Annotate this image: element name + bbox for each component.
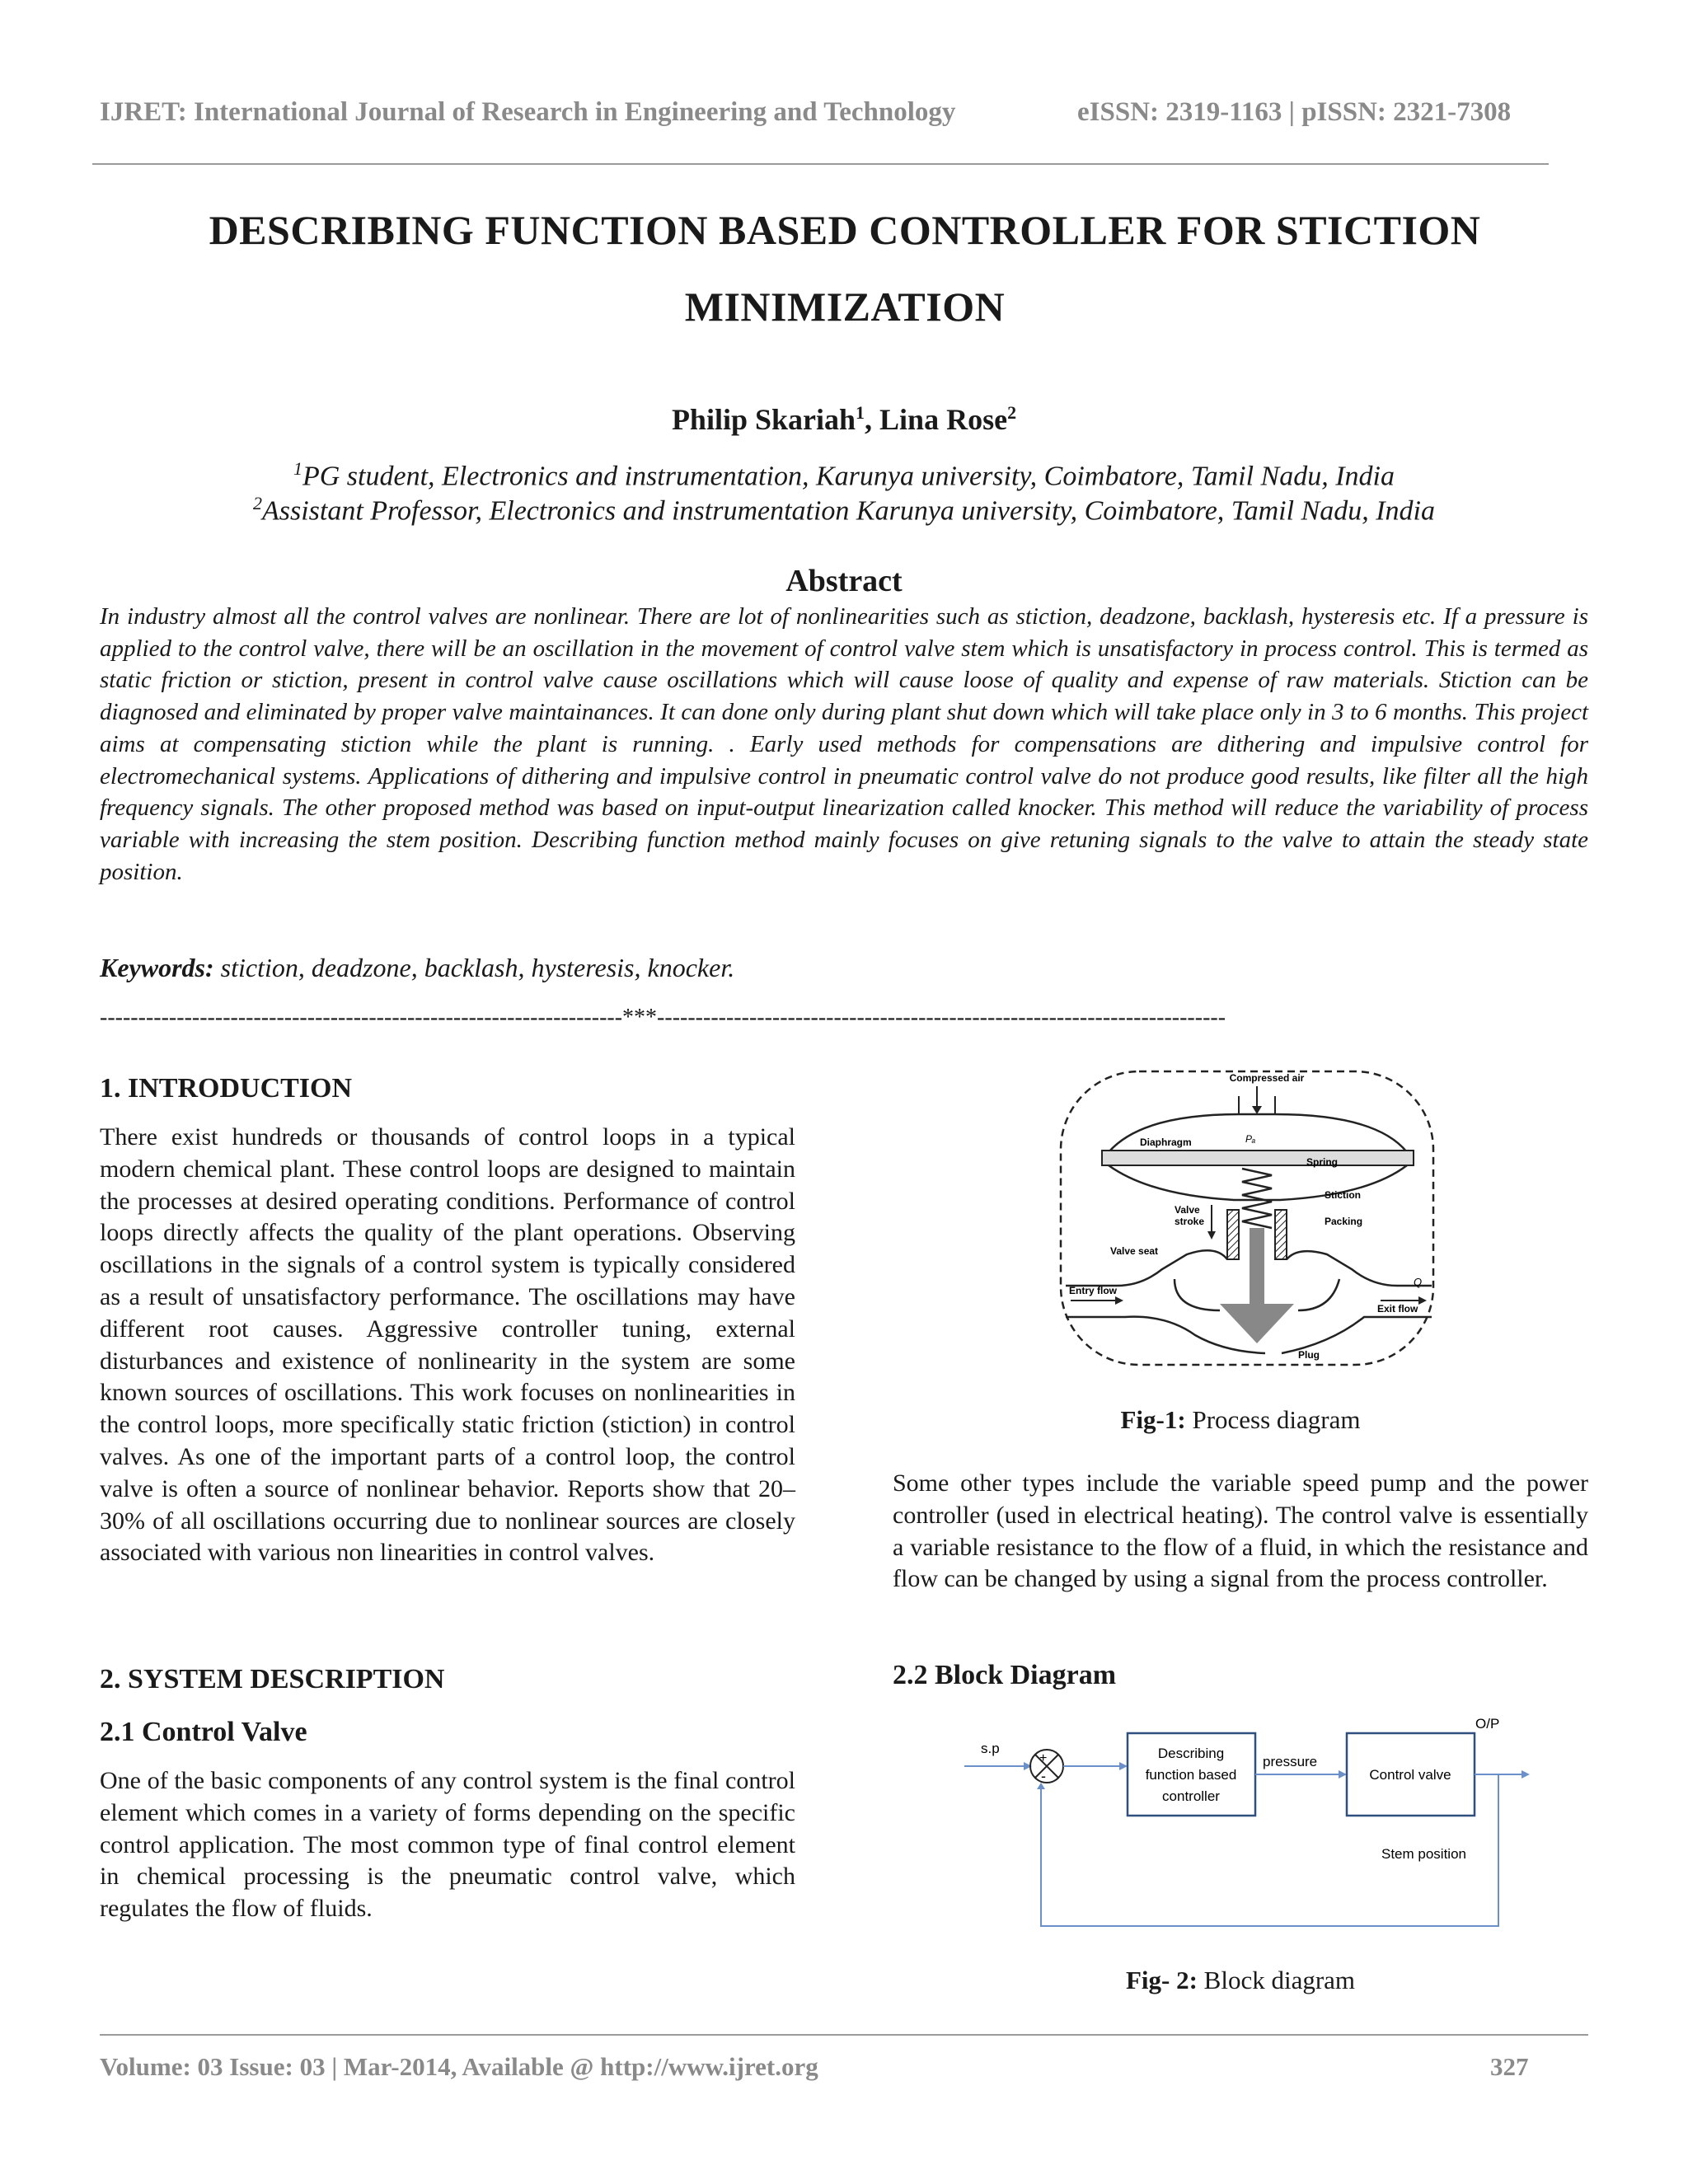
paper-title-line1: DESCRIBING FUNCTION BASED CONTROLLER FOR STICTION bbox=[209, 207, 1481, 253]
author-line bbox=[0, 402, 1688, 437]
label-stem-position: Stem position bbox=[1381, 1846, 1466, 1862]
controller-label-1: Describing bbox=[1157, 1746, 1225, 1761]
valve-body-lower-left bbox=[1066, 1317, 1265, 1353]
label-valve: Valve bbox=[1175, 1204, 1200, 1216]
air-arrowhead bbox=[1252, 1106, 1262, 1114]
keywords-text: stiction, deadzone, backlash, hysteresis, knocker. bbox=[213, 953, 735, 982]
right-column-text: Some other types include the variable speed pump and the power controller (used in electrical heating). The control valve is essentially a variable resistance to the flow of a fluid, in which the resistance and flow can be changed by using a signal from the process controller. bbox=[893, 1469, 1588, 1593]
label-minus: - bbox=[1041, 1768, 1046, 1784]
footer-volume: Volume: 03 Issue: 03 | Mar-2014, Available @ http://www.ijret.org bbox=[100, 2052, 818, 2081]
block-diagram-heading: 2.2 Block Diagram bbox=[893, 1660, 1117, 1690]
controller-label-3: controller bbox=[1162, 1788, 1220, 1804]
diaphragm-housing-bottom bbox=[1109, 1165, 1407, 1200]
paper-title-line2: MINIMIZATION bbox=[684, 284, 1006, 330]
label-sp: s.p bbox=[981, 1741, 1000, 1756]
intro-text: There exist hundreds or thousands of control loops in a typical modern chemical plant. These control loops are designed to maintain the processes at desired operating conditions. Performance of control loops directly affects the quality of the plant operations. Observing oscillations in the signals of a control system is typically considered as a result of unsatisfactory performance. The oscillations may have different root causes. Aggressive controller tuning, external disturbances and existence of nonlinearity in the system are some known sources of oscillations. This work focuses on nonlinearities in the control loops, more specifically static friction (stiction) in control valves. As one of the important parts of a control loop, the control valve is often a source of nonlinear behavior. Reports show that 20–30% of all oscillations occurring due to nonlinear sources are closely associated with various non linearities in control valves. bbox=[100, 1123, 795, 1567]
footer-rule bbox=[100, 2034, 1588, 2036]
author-2-sup: 2 bbox=[1007, 402, 1017, 423]
packing-left bbox=[1227, 1210, 1239, 1259]
label-spring: Spring bbox=[1306, 1156, 1338, 1168]
author-separator: , bbox=[865, 403, 880, 436]
author-2: Lina Rose bbox=[879, 403, 1008, 436]
label-op: O/P bbox=[1475, 1716, 1500, 1732]
label-plus: + bbox=[1039, 1751, 1048, 1765]
fig2-caption-text: Block diagram bbox=[1197, 1966, 1356, 1994]
fig1-caption bbox=[893, 1405, 1588, 1435]
header-rule bbox=[92, 163, 1549, 165]
fig1-caption-label: Fig-1: bbox=[1120, 1405, 1186, 1434]
page-number: 327 bbox=[1490, 2052, 1529, 2081]
fig2-caption-label: Fig- 2: bbox=[1125, 1966, 1198, 1994]
affiliation-1 bbox=[0, 458, 1688, 492]
diaphragm bbox=[1102, 1151, 1414, 1165]
label-pressure: pressure bbox=[1263, 1754, 1318, 1769]
abstract-text: In industry almost all the control valves are nonlinear. There are lot of nonlinearities such as stiction, deadzone, backlash, hysteresis etc. If a pressure is applied to the control valve, there will be an oscillation in the movement of control valve stem which is unsatisfactory in process control. This is termed as static friction or stiction, present in control valve cause oscillations which will cause loose of quality and expense of raw materials. Stiction can be diagnosed and eliminated by proper valve maintainances. It can done only during plant shut down which will take place only in 3 to 6 months. This project aims at compensating stiction while the plant is running. . Early used methods for compensations are dithering and impulsive control for electromechanical systems. Applications of dithering and impulsive control in pneumatic control valve do not produce good results, like filter all the high frequency signals. The other proposed method was based on input-output linearization called knocker. This method will reduce the variability of process variable with increasing the stem position. Describing function method mainly focuses on give retuning signals to the valve to attain the steady state position. bbox=[100, 603, 1588, 885]
abstract-heading: Abstract bbox=[785, 564, 903, 598]
affiliation-2-text: Assistant Professor, Electronics and instrumentation Karunya university, Coimbatore, Tamil Nadu, India bbox=[262, 495, 1435, 527]
label-compressed-air: Compressed air bbox=[1229, 1072, 1305, 1084]
block-diagram-figure bbox=[956, 1710, 1550, 1941]
valve-plug-arrow bbox=[1220, 1304, 1294, 1343]
affiliation-2 bbox=[0, 493, 1688, 527]
fig1-caption-text: Process diagram bbox=[1185, 1405, 1361, 1434]
issn-header: eISSN: 2319-1163 | pISSN: 2321-7308 bbox=[1077, 97, 1512, 127]
affiliation-1-text: PG student, Electronics and instrumentation, Karunya university, Coimbatore, Tamil Nadu, India bbox=[302, 461, 1395, 492]
process-diagram-figure bbox=[1051, 1063, 1443, 1376]
section-separator: --------------------------------------------------------------------***-------------------------------------------------------------------------- bbox=[100, 1005, 1226, 1030]
affiliation-2-sup: 2 bbox=[253, 493, 262, 513]
intro-heading: 1. INTRODUCTION bbox=[100, 1073, 353, 1104]
label-stiction: Stiction bbox=[1325, 1189, 1361, 1201]
spring bbox=[1242, 1169, 1272, 1228]
keywords-label: Keywords: bbox=[100, 953, 214, 982]
valve-stem bbox=[1250, 1228, 1264, 1306]
affiliation-1-sup: 1 bbox=[293, 458, 302, 479]
label-q: Q bbox=[1414, 1276, 1423, 1288]
valve-body-upper-right bbox=[1287, 1251, 1432, 1286]
author-1-sup: 1 bbox=[856, 402, 865, 423]
label-packing: Packing bbox=[1325, 1216, 1363, 1227]
label-valve-seat: Valve seat bbox=[1110, 1245, 1159, 1257]
label-pa: Pₐ bbox=[1245, 1133, 1256, 1145]
label-stroke: stroke bbox=[1175, 1216, 1205, 1227]
control-valve-text: One of the basic components of any control system is the final control element which comes in a variety of forms depending on the specific control application. The most common type of final control element in chemical processing is the pneumatic control valve, which regulates the flow of fluids. bbox=[100, 1767, 795, 1923]
label-diaphragm: Diaphragm bbox=[1140, 1137, 1192, 1148]
author-1: Philip Skariah bbox=[671, 403, 856, 436]
label-exit-flow: Exit flow bbox=[1377, 1303, 1418, 1315]
controller-label-2: function based bbox=[1145, 1767, 1237, 1783]
label-entry-flow: Entry flow bbox=[1069, 1285, 1118, 1296]
control-valve-label: Control valve bbox=[1369, 1767, 1451, 1783]
control-valve-heading: 2.1 Control Valve bbox=[100, 1717, 307, 1747]
label-plug: Plug bbox=[1298, 1349, 1320, 1361]
journal-header: IJRET: International Journal of Research in Engineering and Technology bbox=[100, 97, 956, 127]
keywords bbox=[100, 953, 734, 983]
fig2-caption bbox=[893, 1966, 1588, 1995]
system-heading: 2. SYSTEM DESCRIPTION bbox=[100, 1664, 445, 1694]
packing-right bbox=[1275, 1210, 1287, 1259]
